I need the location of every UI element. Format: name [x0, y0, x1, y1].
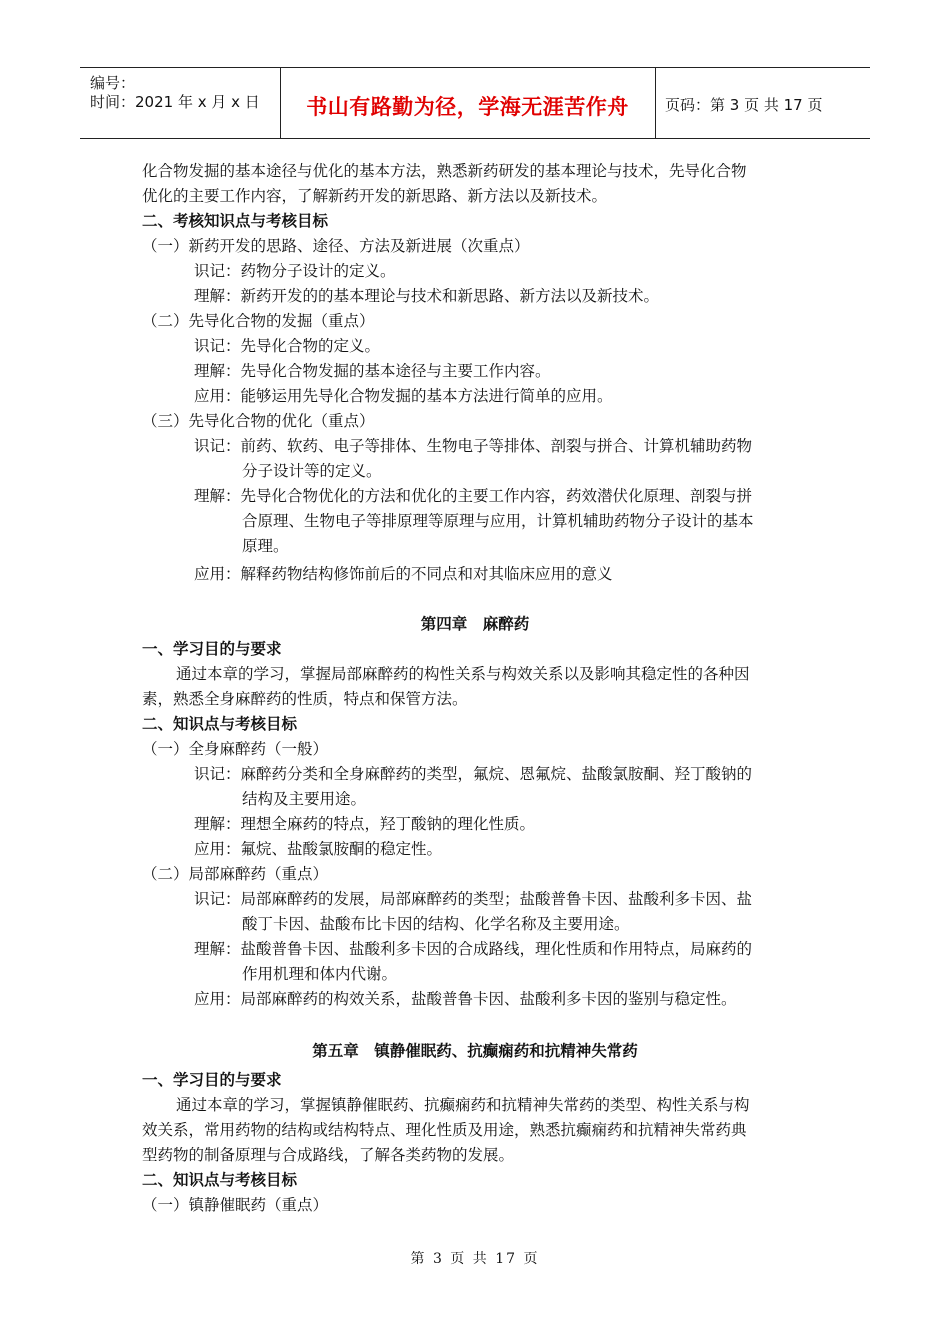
header-page-label: 页码：第 3 页 共 17 页 [665, 96, 823, 114]
objective-line-continued: 合原理、生物电子等排原理等原理与应用，计算机辅助药物分子设计的基本 [242, 512, 754, 530]
header-left-cell [80, 68, 281, 138]
document-number-label: 编号： [90, 74, 136, 92]
section-heading: 一、学习目的与要求 [142, 1071, 282, 1089]
objective-line: 识记：药物分子设计的定义。 [194, 262, 396, 280]
paragraph-line: 素，熟悉全身麻醉药的性质，特点和保管方法。 [142, 690, 468, 708]
page-footer-number: 第 3 页 共 17 页 [410, 1251, 540, 1267]
objective-line: 识记：先导化合物的定义。 [194, 337, 381, 355]
paragraph-line: 优化的主要工作内容，了解新药开发的新思路、新方法以及新技术。 [142, 187, 608, 205]
objective-line: 应用：能够运用先导化合物发掘的基本方法进行简单的应用。 [194, 387, 613, 405]
objective-line: 理解：理想全麻药的特点，羟丁酸钠的理化性质。 [194, 815, 536, 833]
section-heading: 二、知识点与考核目标 [142, 715, 298, 733]
paragraph-line: 化合物发掘的基本途径与优化的基本方法，熟悉新药研发的基本理论与技术，先导化合物 [142, 162, 747, 180]
header-right-cell [655, 68, 870, 138]
subsection-heading: （三）先导化合物的优化（重点） [142, 412, 375, 430]
paragraph-line: 型药物的制备原理与合成路线，了解各类药物的发展。 [142, 1146, 515, 1164]
subsection-heading: （一）镇静催眠药（重点） [142, 1196, 329, 1214]
objective-line: 理解：先导化合物优化的方法和优化的主要工作内容，药效潜伏化原理、剖裂与拼 [194, 487, 753, 505]
objective-line: 理解：先导化合物发掘的基本途径与主要工作内容。 [194, 362, 551, 380]
paragraph-line: 通过本章的学习，掌握镇静催眠药、抗癫痫药和抗精神失常药的类型、构性关系与构 [176, 1096, 750, 1114]
paragraph-line: 通过本章的学习，掌握局部麻醉药的构性关系与构效关系以及影响其稳定性的各种因 [176, 665, 750, 683]
objective-line: 识记：麻醉药分类和全身麻醉药的类型，氟烷、恩氟烷、盐酸氯胺酮、羟丁酸钠的 [194, 765, 753, 783]
objective-line: 识记：前药、软药、电子等排体、生物电子等排体、剖裂与拼合、计算机辅助药物 [194, 437, 753, 455]
section-heading: 二、知识点与考核目标 [142, 1171, 298, 1189]
subsection-heading: （二）先导化合物的发掘（重点） [142, 312, 375, 330]
chapter-title: 第五章 镇静催眠药、抗癫痫药和抗精神失常药 [312, 1042, 638, 1060]
page-header [80, 67, 870, 139]
header-center-cell [280, 68, 656, 138]
section-heading: 一、学习目的与要求 [142, 640, 282, 658]
paragraph-line: 效关系，常用药物的结构或结构特点、理化性质及用途，熟悉抗癫痫药和抗精神失常药典 [142, 1121, 747, 1139]
objective-line-continued: 原理。 [242, 537, 289, 555]
section-heading: 二、考核知识点与考核目标 [142, 212, 329, 230]
objective-line-continued: 分子设计等的定义。 [242, 462, 382, 480]
subsection-heading: （二）局部麻醉药（重点） [142, 865, 329, 883]
subsection-heading: （一）全身麻醉药（一般） [142, 740, 329, 758]
objective-line: 识记：局部麻醉药的发展，局部麻醉药的类型；盐酸普鲁卡因、盐酸利多卡因、盐 [194, 890, 753, 908]
document-time-label: 时间：2021 年 x 月 x 日 [90, 93, 260, 111]
objective-line: 应用：解释药物结构修饰前后的不同点和对其临床应用的意义 [194, 565, 613, 583]
objective-line: 应用：局部麻醉药的构效关系，盐酸普鲁卡因、盐酸利多卡因的鉴别与稳定性。 [194, 990, 737, 1008]
objective-line: 理解：盐酸普鲁卡因、盐酸利多卡因的合成路线，理化性质和作用特点，局麻药的 [194, 940, 753, 958]
objective-line-continued: 结构及主要用途。 [242, 790, 367, 808]
objective-line-continued: 酸丁卡因、盐酸布比卡因的结构、化学名称及主要用途。 [242, 915, 630, 933]
objective-line: 应用：氟烷、盐酸氯胺酮的稳定性。 [194, 840, 443, 858]
chapter-title: 第四章 麻醉药 [420, 615, 530, 633]
objective-line-continued: 作用机理和体内代谢。 [242, 965, 398, 983]
objective-line: 理解：新药开发的的基本理论与技术和新思路、新方法以及新技术。 [194, 287, 660, 305]
subsection-heading: （一）新药开发的思路、途径、方法及新进展（次重点） [142, 237, 530, 255]
header-motto: 书山有路勤为径，学海无涯苦作舟 [306, 95, 629, 119]
